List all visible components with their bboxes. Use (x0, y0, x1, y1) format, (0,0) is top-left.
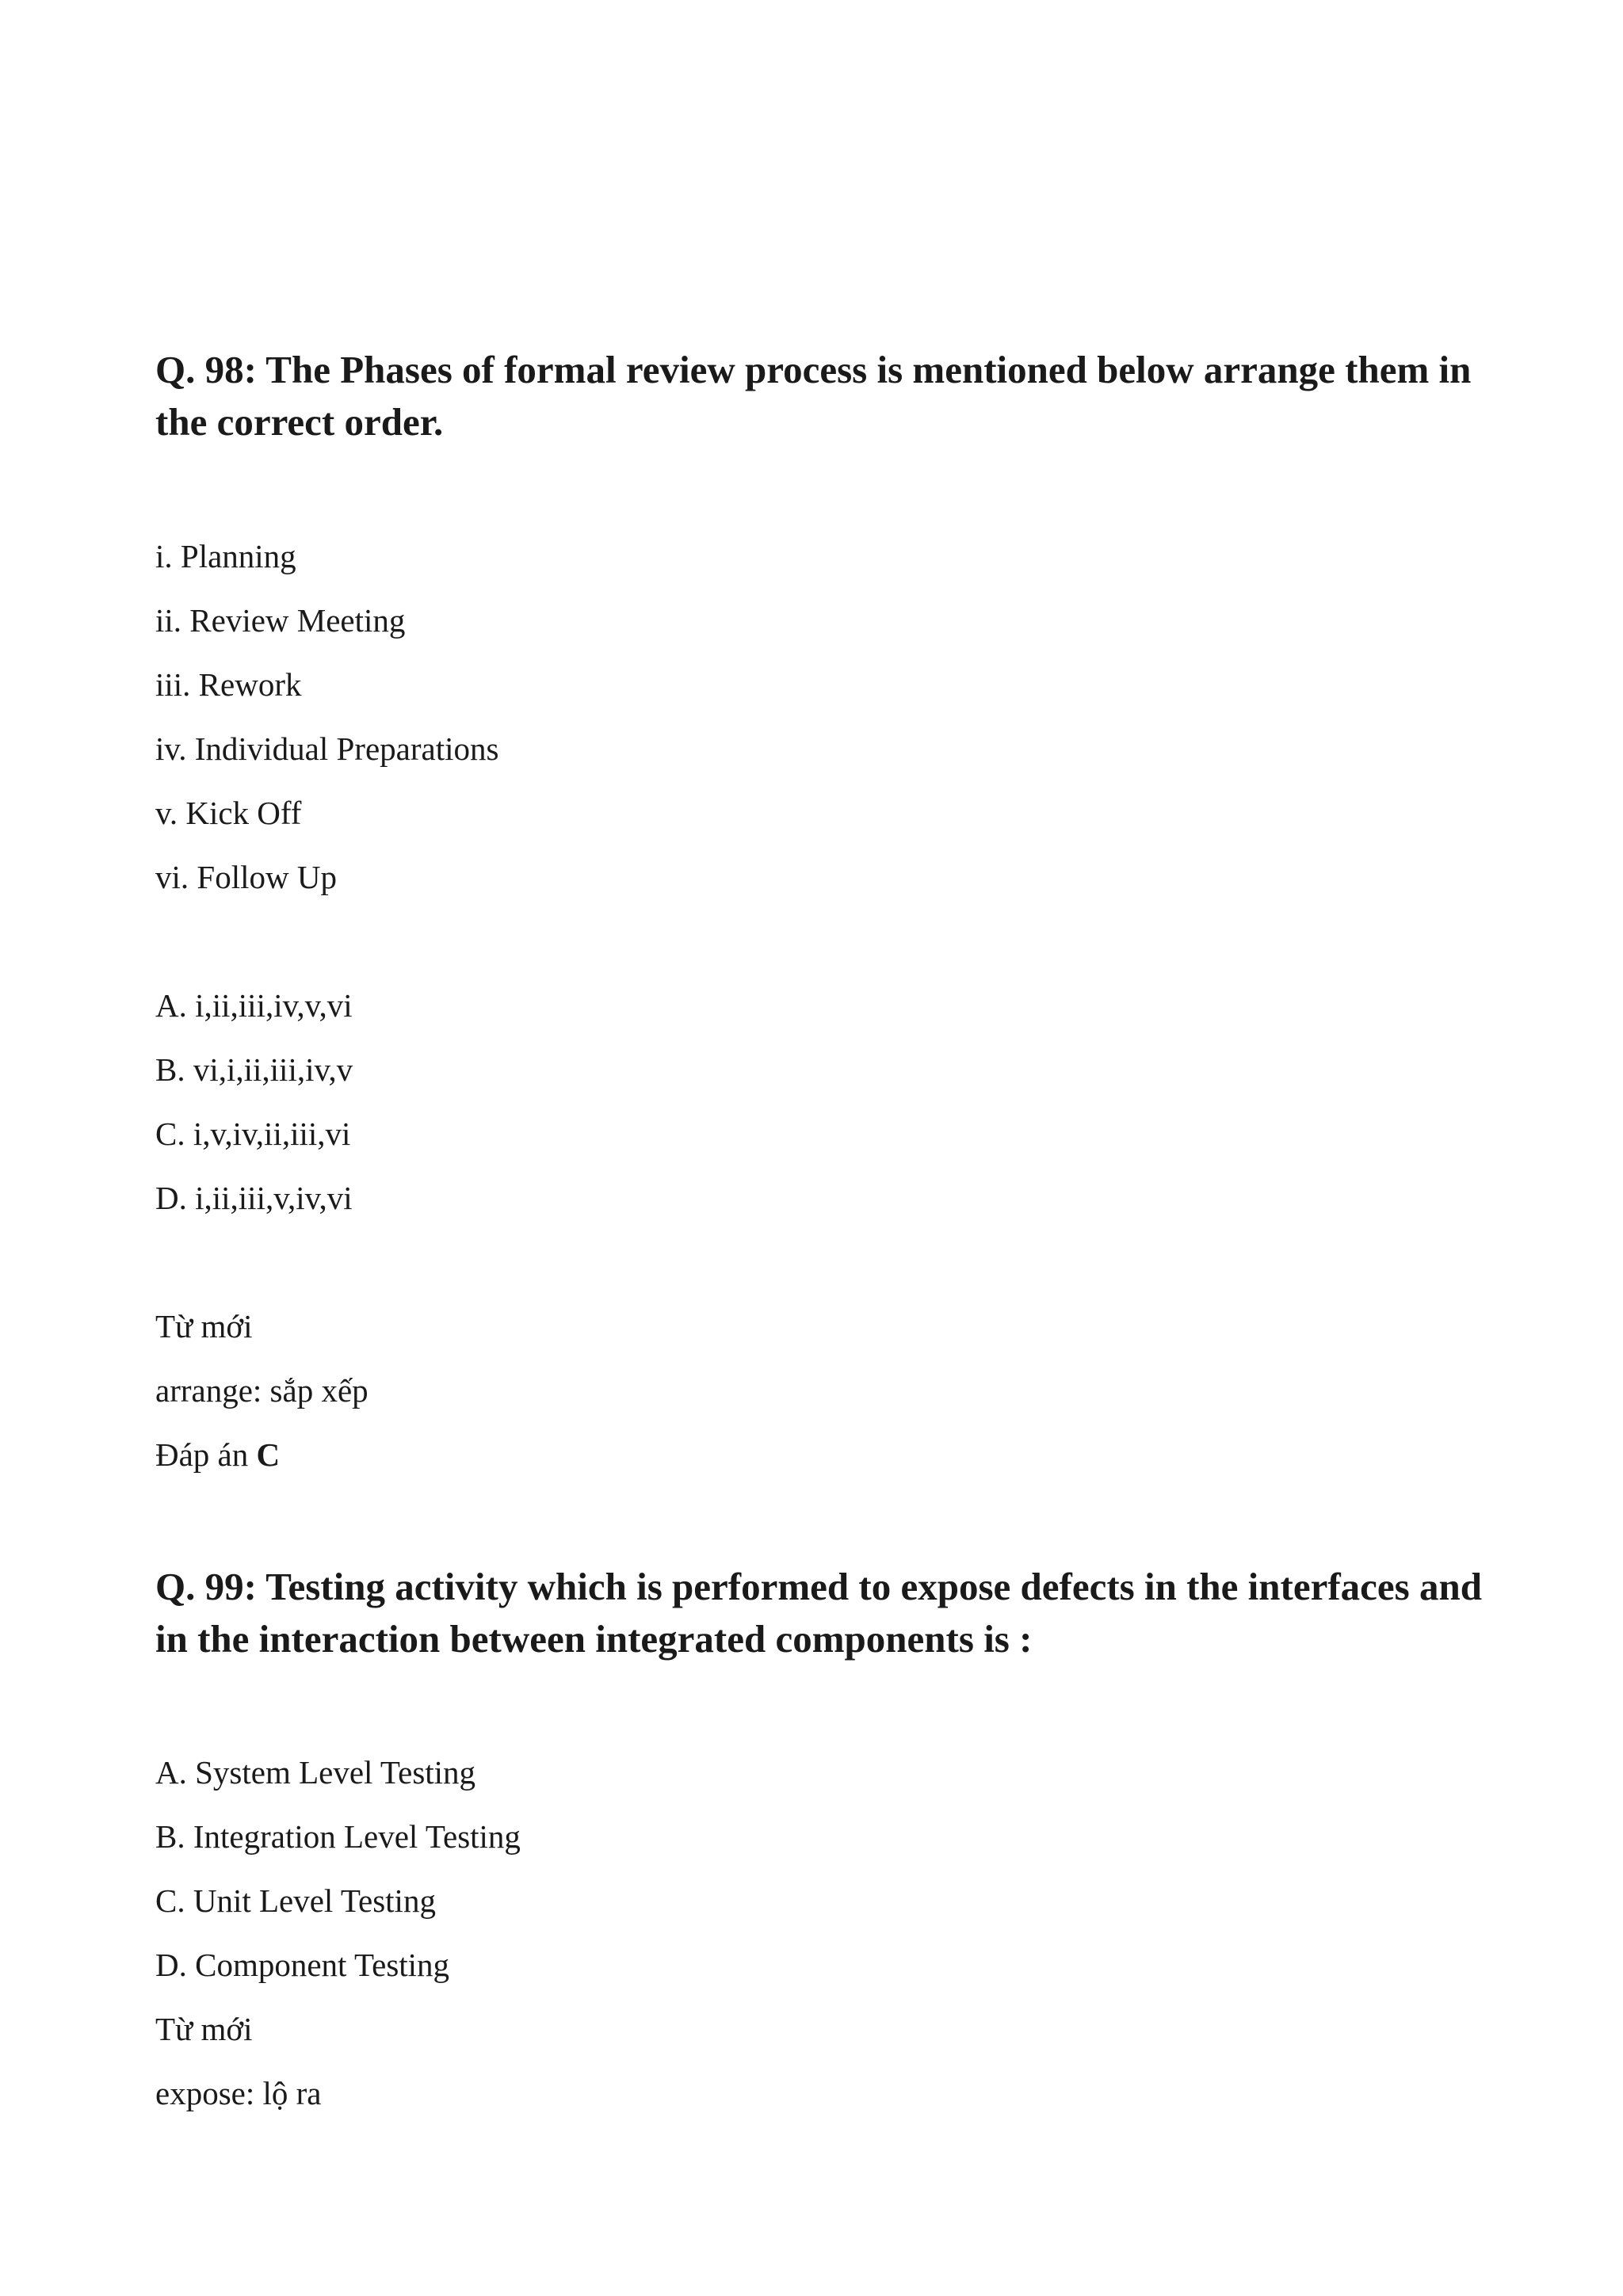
new-words-label: Từ mới (155, 1308, 253, 1344)
vocab-entry: expose: lộ ra (155, 2075, 322, 2111)
vocab-entry: arrange: sắp xếp (155, 1372, 369, 1409)
question-98-heading: Q. 98: The Phases of formal review process is mentioned below arrange them in the correct order. (155, 348, 1472, 444)
phase-item: iv. Individual Preparations (155, 730, 499, 767)
new-words-label: Từ mới (155, 2011, 253, 2047)
phase-item: iii. Rework (155, 666, 302, 703)
phase-item: ii. Review Meeting (155, 602, 406, 639)
answer-option: C. Unit Level Testing (155, 1882, 436, 1919)
phase-item: v. Kick Off (155, 795, 302, 831)
answer-key-value: C (256, 1436, 281, 1473)
answer-option: C. i,v,iv,ii,iii,vi (155, 1116, 351, 1152)
answer-key-label: Đáp án (155, 1436, 249, 1473)
answer-option: A. System Level Testing (155, 1754, 476, 1791)
answer-option: B. Integration Level Testing (155, 1818, 521, 1855)
answer-option: D. i,ii,iii,v,iv,vi (155, 1180, 353, 1216)
phase-item: vi. Follow Up (155, 859, 337, 895)
phase-item: i. Planning (155, 538, 296, 574)
question-99-heading: Q. 99: Testing activity which is performed to expose defects in the interfaces and in the interaction between integrated components is : (155, 1565, 1482, 1661)
answer-option: D. Component Testing (155, 1947, 450, 1983)
answer-option: B. vi,i,ii,iii,iv,v (155, 1051, 353, 1088)
answer-key-line (155, 1435, 280, 1474)
answer-option: A. i,ii,iii,iv,v,vi (155, 987, 353, 1024)
